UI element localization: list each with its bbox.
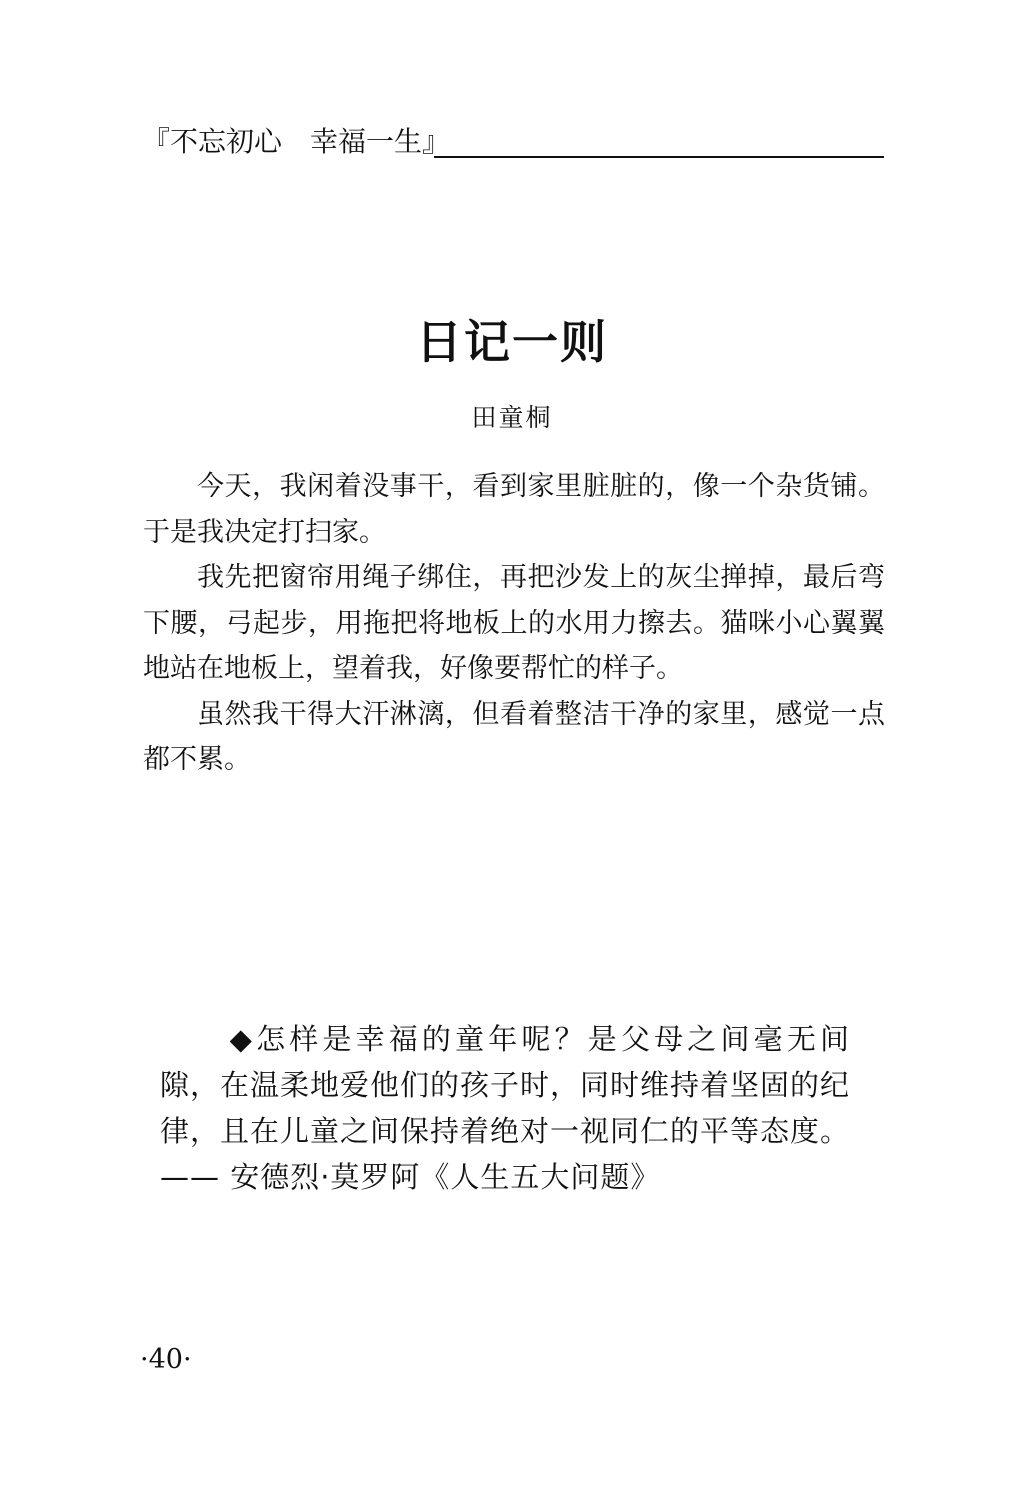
page-number: ·40· bbox=[140, 1344, 192, 1375]
running-header bbox=[142, 124, 884, 160]
paragraph: 我先把窗帘用绳子绑住，再把沙发上的灰尘掸掉，最后弯下腰，弓起步，用拖把将地板上的水用力擦去。猫咪小心翼翼地站在地板上，望着我，好像要帮忙的样子。 bbox=[143, 562, 885, 684]
paragraph: 虽然我干得大汗淋漓，但看着整洁干净的家里，感觉一点都不累。 bbox=[143, 698, 885, 775]
article-body bbox=[143, 464, 885, 783]
quote-box: ◆怎样是幸福的童年呢？是父母之间毫无间隙，在温柔地爱他们的孩子时，同时维持着坚固的纪律，且在儿童之间保持着绝对一视同仁的平等态度。—— 安德烈·莫罗阿《人生五大问题》 bbox=[160, 1022, 851, 1194]
header-title: 『不忘初心 幸福一生』 bbox=[142, 125, 451, 158]
header-rule bbox=[434, 156, 884, 158]
article-author: 田童桐 bbox=[471, 403, 553, 432]
article-title: 日记一则 bbox=[416, 315, 608, 369]
paragraph: 今天，我闲着没事干，看到家里脏脏的，像一个杂货铺。于是我决定打扫家。 bbox=[143, 471, 885, 548]
